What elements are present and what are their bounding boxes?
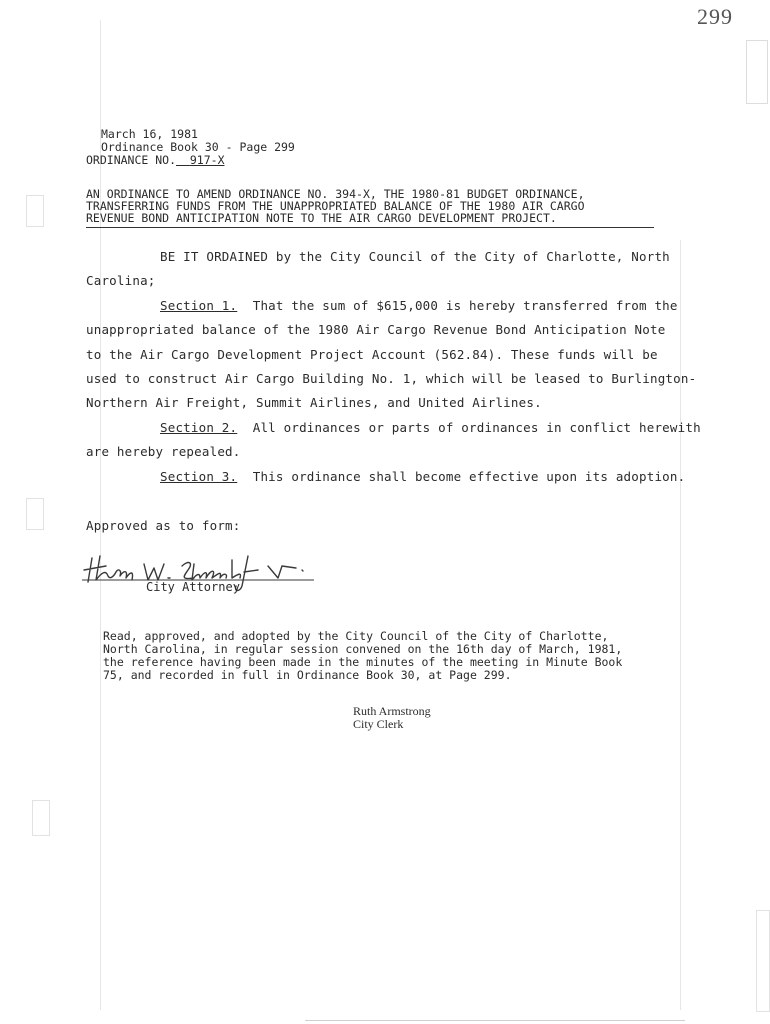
ordain-line-1: BE IT ORDAINED by the City Council of the City of Charlotte, North	[160, 249, 670, 264]
section-3-line-1	[160, 465, 685, 490]
section-1-line-1	[160, 294, 678, 319]
bottom-scan-line	[305, 1020, 685, 1021]
title-underline	[86, 227, 654, 228]
adoption-line-4: 75, and recorded in full in Ordinance Book 30, at Page 299.	[103, 668, 512, 682]
section-2-text: All ordinances or parts of ordinances in conflict herewith	[252, 420, 701, 435]
adoption-line-3: the reference having been made in the minutes of the meeting in Minute Book	[103, 655, 623, 669]
section-1-text: That the sum of $615,000 is hereby transferred from the	[252, 298, 678, 313]
document-date: March 16, 1981	[101, 127, 198, 141]
adoption-line-2: North Carolina, in regular session convened on the 16th day of March, 1981,	[103, 642, 623, 656]
ordinance-number-line	[86, 154, 256, 167]
title-line-3: REVENUE BOND ANTICIPATION NOTE TO THE AIR CARGO DEVELOPMENT PROJECT.	[86, 211, 557, 225]
section-2-line-1	[160, 416, 701, 441]
approved-as-to-form: Approved as to form:	[86, 518, 241, 533]
scan-mark-bottom-right	[756, 910, 770, 1012]
section-1-line-4: used to construct Air Cargo Building No. 1, which will be leased to Burlington-	[86, 371, 697, 386]
ordinance-label: ORDINANCE NO.	[86, 153, 177, 167]
section-1-line-2: unappropriated balance of the 1980 Air Cargo Revenue Bond Anticipation Note	[86, 322, 666, 337]
section-1-line-5: Northern Air Freight, Summit Airlines, and United Airlines.	[86, 395, 542, 410]
clerk-name: Ruth Armstrong	[353, 704, 431, 718]
clerk-title: City Clerk	[353, 717, 404, 731]
right-margin-line	[680, 240, 681, 1010]
section-3-text: This ordinance shall become effective upon its adoption.	[252, 469, 686, 484]
page-number: 299	[697, 4, 733, 29]
title-line-2: TRANSFERRING FUNDS FROM THE UNAPPROPRIATED BALANCE OF THE 1980 AIR CARGO	[86, 199, 585, 213]
adoption-line-1: Read, approved, and adopted by the City Council of the City of Charlotte,	[103, 629, 609, 643]
section-1-label: Section 1.	[160, 298, 238, 313]
book-reference: Ordinance Book 30 - Page 299	[101, 140, 295, 154]
scan-mark-left-3	[32, 800, 50, 836]
section-2-label: Section 2.	[160, 420, 238, 435]
ordain-line-2: Carolina;	[86, 273, 156, 288]
section-2-line-2: are hereby repealed.	[86, 444, 241, 459]
section-3-label: Section 3.	[160, 469, 238, 484]
section-1-line-3: to the Air Cargo Development Project Account (562.84). These funds will be	[86, 347, 658, 362]
city-attorney-label: City Attorney	[146, 580, 240, 594]
ordinance-number: 917-X	[189, 153, 225, 167]
title-line-1: AN ORDINANCE TO AMEND ORDINANCE NO. 394-X, THE 1980-81 BUDGET ORDINANCE,	[86, 187, 585, 201]
scan-mark-left-2	[26, 498, 44, 530]
scan-mark-top-right	[746, 40, 768, 104]
scan-mark-left-1	[26, 195, 44, 227]
